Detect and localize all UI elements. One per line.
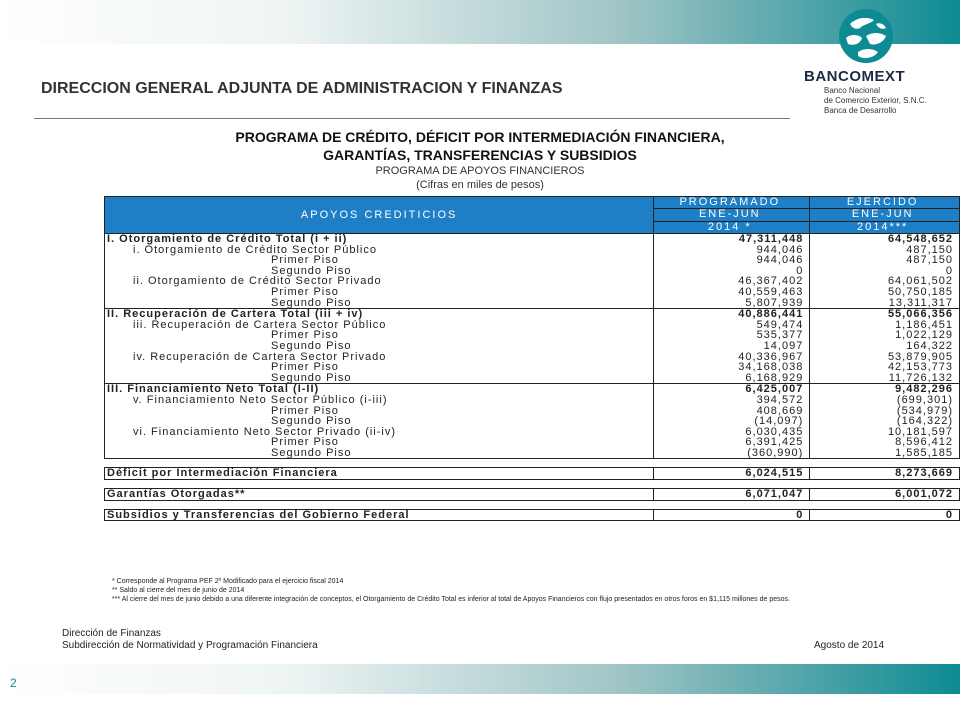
brand-line-1: Banco Nacional (824, 86, 881, 95)
row-programado: 40,886,441 (654, 309, 810, 320)
row-ejercido: 8,596,412 (810, 437, 960, 448)
table-row (105, 255, 960, 266)
globe-icon (836, 6, 896, 66)
garantias-row (105, 489, 960, 501)
header-programado-year: 2014 * (654, 221, 810, 233)
table-row (105, 276, 960, 287)
row-label: I. Otorgamiento de Crédito Total (i + ii) (105, 234, 654, 245)
report-title-line-1: PROGRAMA DE CRÉDITO, DÉFICIT POR INTERMEDIACIÓN FINANCIERA, (235, 129, 725, 145)
row-ejercido: (164,322) (810, 416, 960, 427)
row-ejercido: 50,750,185 (810, 287, 960, 298)
header-ejercido: EJERCIDO (810, 197, 960, 209)
row-ejercido: (534,979) (810, 406, 960, 417)
table-row (105, 427, 960, 438)
row-programado: (360,990) (654, 448, 810, 459)
row-label: iii. Recuperación de Cartera Sector Público (105, 320, 654, 331)
table-row (105, 395, 960, 406)
page-title: DIRECCION GENERAL ADJUNTA DE ADMINISTRACION Y FINANZAS (41, 80, 563, 97)
table-row (105, 287, 960, 298)
brand-line-2: de Comercio Exterior, S.N.C. (824, 96, 927, 105)
row-ejercido: 9,482,296 (810, 384, 960, 395)
row-programado: 944,046 (654, 245, 810, 256)
subsidios-ejercido: 0 (810, 509, 960, 521)
subsidios-label: Subsidios y Transferencias del Gobierno Federal (105, 509, 654, 521)
table-row (105, 406, 960, 417)
row-programado: 6,425,007 (654, 384, 810, 395)
row-programado: 5,807,939 (654, 298, 810, 309)
subsidios-row (105, 509, 960, 521)
row-ejercido: 64,548,652 (810, 234, 960, 245)
row-ejercido: 53,879,905 (810, 352, 960, 363)
row-ejercido: 55,066,356 (810, 309, 960, 320)
row-label: ii. Otorgamiento de Crédito Sector Privado (105, 276, 654, 287)
row-label: II. Recuperación de Cartera Total (iii + iv) (105, 309, 654, 320)
row-label: Primer Piso (105, 255, 654, 266)
row-label: iv. Recuperación de Cartera Sector Privado (105, 352, 654, 363)
row-ejercido: 42,153,773 (810, 362, 960, 373)
footer-department (62, 628, 318, 652)
row-label: Segundo Piso (105, 416, 654, 427)
row-ejercido: 10,181,597 (810, 427, 960, 438)
table-spacer (105, 500, 960, 509)
report-units: (Cifras en miles de pesos) (416, 179, 544, 191)
report-subtitle: PROGRAMA DE APOYOS FINANCIEROS (375, 165, 585, 177)
row-programado: 6,391,425 (654, 437, 810, 448)
table-row (105, 362, 960, 373)
table-row (105, 448, 960, 459)
row-label: III. Financiamiento Neto Total (I-II) (105, 384, 654, 395)
row-programado: 6,030,435 (654, 427, 810, 438)
header-programado-period: ENE-JUN (654, 209, 810, 221)
brand-name: BANCOMEXT (804, 68, 906, 85)
row-programado: 944,046 (654, 255, 810, 266)
row-label: Primer Piso (105, 406, 654, 417)
row-label: vi. Financiamiento Neto Sector Privado (ii-iv) (105, 427, 654, 438)
brand-line-3: Banca de Desarrollo (824, 106, 897, 115)
footer-line-1: Dirección de Finanzas (62, 628, 161, 639)
row-label: Primer Piso (105, 330, 654, 341)
financial-table-wrapper (104, 196, 960, 521)
garantias-label: Garantías Otorgadas** (105, 489, 654, 501)
financial-table (104, 196, 960, 521)
row-programado: 14,097 (654, 341, 810, 352)
deficit-programado: 6,024,515 (654, 468, 810, 480)
row-programado: 40,559,463 (654, 287, 810, 298)
row-programado: 34,168,038 (654, 362, 810, 373)
row-ejercido: (699,301) (810, 395, 960, 406)
row-label: i. Otorgamiento de Crédito Sector Público (105, 245, 654, 256)
table-row (105, 320, 960, 331)
row-ejercido: 0 (810, 266, 960, 277)
row-programado: (14,097) (654, 416, 810, 427)
table-row (105, 234, 960, 245)
row-programado: 6,168,929 (654, 373, 810, 384)
table-row (105, 352, 960, 363)
table-header-row-1 (105, 197, 960, 209)
page-number: 2 (10, 676, 17, 690)
row-label: Primer Piso (105, 362, 654, 373)
table-row (105, 245, 960, 256)
table-row (105, 330, 960, 341)
header-divider (34, 118, 790, 119)
footnote-3: *** Al cierre del mes de junio debido a una diferente integración de conceptos, el Otorgamiento de Crédito Total es inferior al total de Apoyos Financieros con flujo presentados en otros foros en $1,115 millones de pesos. (112, 596, 790, 603)
subsidios-programado: 0 (654, 509, 810, 521)
footer-date: Agosto de 2014 (814, 640, 885, 651)
row-programado: 535,377 (654, 330, 810, 341)
footnote-1: * Corresponde al Programa PEF 2º Modificado para el ejercicio fiscal 2014 (112, 578, 344, 585)
footer-line-2: Subdirección de Normatividad y Programación Financiera (62, 640, 318, 651)
report-title-block (180, 128, 780, 192)
row-programado: 549,474 (654, 320, 810, 331)
row-programado: 40,336,967 (654, 352, 810, 363)
garantias-ejercido: 6,001,072 (810, 489, 960, 501)
row-programado: 0 (654, 266, 810, 277)
header-ejercido-year: 2014*** (810, 221, 960, 233)
row-programado: 47,311,448 (654, 234, 810, 245)
deficit-label: Déficit por Intermediación Financiera (105, 468, 654, 480)
row-ejercido: 64,061,502 (810, 276, 960, 287)
row-programado: 46,367,402 (654, 276, 810, 287)
row-ejercido: 164,322 (810, 341, 960, 352)
row-label: Primer Piso (105, 437, 654, 448)
brand-subtitle (824, 86, 927, 116)
row-ejercido: 1,585,185 (810, 448, 960, 459)
bancomext-logo (800, 6, 940, 126)
deficit-ejercido: 8,273,669 (810, 468, 960, 480)
table-row (105, 373, 960, 384)
table-row (105, 437, 960, 448)
row-ejercido: 1,186,451 (810, 320, 960, 331)
garantias-programado: 6,071,047 (654, 489, 810, 501)
row-ejercido: 11,726,132 (810, 373, 960, 384)
row-label: Segundo Piso (105, 373, 654, 384)
row-label: Segundo Piso (105, 341, 654, 352)
deficit-row (105, 468, 960, 480)
row-ejercido: 13,311,317 (810, 298, 960, 309)
footnote-2: ** Saldo al cierre del mes de junio de 2014 (112, 587, 245, 594)
row-label: Segundo Piso (105, 298, 654, 309)
row-programado: 408,669 (654, 406, 810, 417)
table-row (105, 341, 960, 352)
row-programado: 394,572 (654, 395, 810, 406)
header-ejercido-period: ENE-JUN (810, 209, 960, 221)
header-apoyos-crediticios: APOYOS CREDITICIOS (105, 197, 654, 234)
row-ejercido: 1,022,129 (810, 330, 960, 341)
row-label: v. Financiamiento Neto Sector Público (i-iii) (105, 395, 654, 406)
row-ejercido: 487,150 (810, 245, 960, 256)
row-label: Segundo Piso (105, 266, 654, 277)
row-ejercido: 487,150 (810, 255, 960, 266)
bottom-gradient-bar (0, 664, 960, 694)
table-row (105, 298, 960, 309)
row-label: Primer Piso (105, 287, 654, 298)
report-title-line-2: GARANTÍAS, TRANSFERENCIAS Y SUBSIDIOS (323, 147, 637, 163)
header-programado: PROGRAMADO (654, 197, 810, 209)
row-label: Segundo Piso (105, 448, 654, 459)
footnotes (112, 577, 846, 604)
